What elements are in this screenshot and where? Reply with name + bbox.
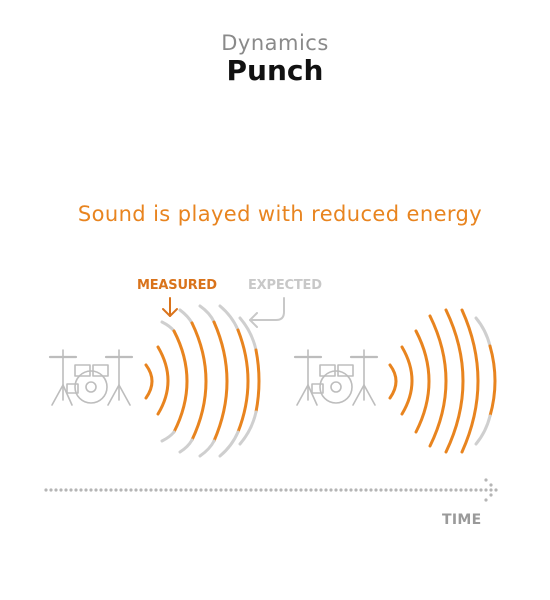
drum-kit-icon: [50, 350, 132, 405]
time-line-dot: [179, 488, 182, 491]
time-line-dot: [369, 488, 372, 491]
time-line-dot: [429, 488, 432, 491]
time-line-dot: [414, 488, 417, 491]
sound-wave-measured: [192, 323, 206, 440]
time-line-dot: [404, 488, 407, 491]
sound-wave-expected: [162, 432, 174, 441]
time-line-dot: [124, 488, 127, 491]
time-line-dot: [354, 488, 357, 491]
time-line-dot: [64, 488, 67, 491]
time-line-dot: [314, 488, 317, 491]
sound-wave-expected: [476, 416, 490, 444]
time-line-dot: [249, 488, 252, 491]
expected-label: EXPECTED: [248, 278, 322, 293]
time-line-dot: [79, 488, 82, 491]
time-line-dot: [364, 488, 367, 491]
time-line-dot: [329, 488, 332, 491]
sound-wave-measured: [238, 330, 248, 432]
sound-wave-expected: [162, 322, 174, 331]
time-line-dot: [99, 488, 102, 491]
time-arrow-icon: [44, 478, 497, 501]
time-line-dot: [214, 488, 217, 491]
time-line-dot: [139, 488, 142, 491]
time-line-dot: [104, 488, 107, 491]
time-line-dot: [209, 488, 212, 491]
sound-wave-expected: [220, 306, 238, 330]
time-line-dot: [264, 488, 267, 491]
sound-wave-measured: [416, 331, 429, 432]
time-line-dot: [394, 488, 397, 491]
time-line-dot: [49, 488, 52, 491]
sound-wave-measured: [158, 347, 168, 414]
sound-wave-measured: [490, 346, 495, 416]
time-line-dot: [164, 488, 167, 491]
time-line-dot: [464, 488, 467, 491]
time-line-dot: [444, 488, 447, 491]
time-line-dot: [334, 488, 337, 491]
time-line-dot: [469, 488, 472, 491]
time-line-dot: [244, 488, 247, 491]
time-line-dot: [459, 488, 462, 491]
time-line-dot: [44, 488, 47, 491]
time-line-dot: [199, 488, 202, 491]
time-line-dot: [319, 488, 322, 491]
time-line-dot: [94, 488, 97, 491]
sound-wave-measured: [174, 331, 187, 432]
sound-wave-measured: [214, 322, 227, 441]
time-line-dot: [154, 488, 157, 491]
time-line-dot: [294, 488, 297, 491]
time-line-dot: [239, 488, 242, 491]
time-line-dot: [359, 488, 362, 491]
time-line-dot: [409, 488, 412, 491]
time-line-dot: [424, 488, 427, 491]
time-line-dot: [109, 488, 112, 491]
sound-wave-expected: [476, 318, 490, 346]
time-line-dot: [119, 488, 122, 491]
sound-wave-measured: [446, 310, 463, 452]
time-line-dot: [379, 488, 382, 491]
sound-wave-measured: [256, 350, 259, 412]
time-line-dot: [309, 488, 312, 491]
sound-wave-expected: [200, 306, 214, 322]
time-line-dot: [204, 488, 207, 491]
time-line-dot: [54, 488, 57, 491]
time-line-dot: [169, 488, 172, 491]
time-line-dot: [194, 488, 197, 491]
time-line-dot: [279, 488, 282, 491]
drum-kit-icon: [295, 350, 377, 405]
time-line-dot: [399, 488, 402, 491]
time-label: TIME: [442, 512, 482, 528]
time-line-dot: [114, 488, 117, 491]
sound-wave-measured: [402, 347, 412, 414]
time-line-dot: [89, 488, 92, 491]
sound-wave-expected: [220, 432, 238, 456]
time-line-dot: [339, 488, 342, 491]
page-title: Punch: [226, 54, 324, 87]
expected-arrow-icon: [250, 298, 284, 327]
time-line-dot: [299, 488, 302, 491]
time-line-dot: [374, 488, 377, 491]
time-line-dot: [159, 488, 162, 491]
sound-wave-expected: [180, 440, 192, 452]
time-line-dot: [149, 488, 152, 491]
time-line-dot: [84, 488, 87, 491]
time-line-dot: [144, 488, 147, 491]
time-line-dot: [389, 488, 392, 491]
time-line-dot: [274, 488, 277, 491]
time-line-dot: [384, 488, 387, 491]
time-line-dot: [184, 488, 187, 491]
time-line-dot: [224, 488, 227, 491]
time-line-dot: [74, 488, 77, 491]
measured-arrow-icon: [163, 298, 177, 316]
time-line-dot: [439, 488, 442, 491]
time-line-dot: [344, 488, 347, 491]
sound-wave-expected: [180, 310, 192, 323]
time-line-dot: [229, 488, 232, 491]
time-line-dot: [284, 488, 287, 491]
time-line-dot: [304, 488, 307, 491]
time-line-dot: [489, 488, 492, 491]
time-line-dot: [484, 488, 487, 491]
time-line-dot: [174, 488, 177, 491]
time-line-dot: [259, 488, 262, 491]
time-line-dot: [434, 488, 437, 491]
time-line-dot: [134, 488, 137, 491]
time-line-dot: [59, 488, 62, 491]
time-line-dot: [269, 488, 272, 491]
time-line-dot: [219, 488, 222, 491]
page-subtitle: Dynamics: [221, 31, 329, 55]
time-line-dot: [234, 488, 237, 491]
time-line-dot: [289, 488, 292, 491]
measured-label: MEASURED: [137, 278, 217, 293]
time-line-dot: [474, 488, 477, 491]
time-line-dot: [254, 488, 257, 491]
time-line-dot: [419, 488, 422, 491]
time-line-dot: [129, 488, 132, 491]
sound-wave-measured: [430, 316, 446, 446]
time-line-dot: [324, 488, 327, 491]
sound-wave-expected: [200, 441, 214, 456]
time-line-dot: [449, 488, 452, 491]
time-line-dot: [69, 488, 72, 491]
time-line-dot: [189, 488, 192, 491]
time-line-dot: [349, 488, 352, 491]
time-line-dot: [479, 488, 482, 491]
caption-text: Sound is played with reduced energy: [77, 202, 483, 226]
sound-wave-measured: [390, 365, 396, 398]
sound-wave-measured: [146, 365, 152, 398]
time-line-dot: [454, 488, 457, 491]
